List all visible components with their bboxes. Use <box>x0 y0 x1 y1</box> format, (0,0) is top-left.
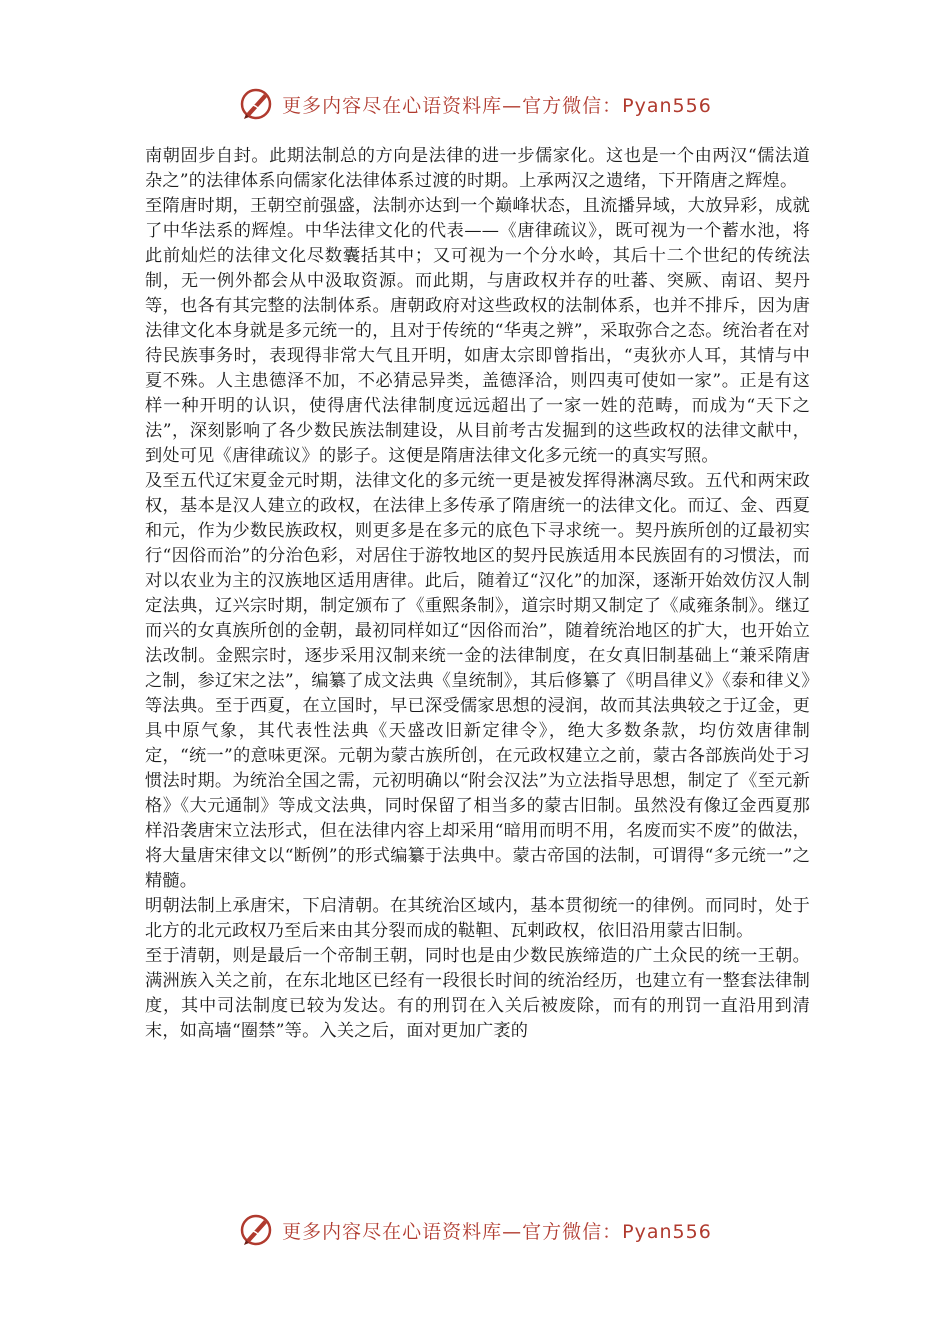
pen-logo-icon <box>238 86 274 122</box>
paragraph-1: 南朝固步自封。此期法制总的方向是法律的进一步儒家化。这也是一个由两汉“儒法道杂之”的法律体系向儒家化法律体系过渡的时期。上承两汉之遗绪，下开隋唐之辉煌。 <box>145 146 810 191</box>
footer-banner-text: 更多内容尽在心语资料库—官方微信：Pyan556 <box>282 1220 712 1243</box>
paragraph-4: 明朝法制上承唐宋，下启清朝。在其统治区域内，基本贯彻统一的律例。而同时，处于北方的北元政权乃至后来由其分裂而成的鞑靼、瓦剌政权，依旧沿用蒙古旧制。 <box>145 896 810 941</box>
pen-logo-icon <box>238 1212 274 1248</box>
document-body <box>145 144 810 1044</box>
paragraph-5: 至于清朝，则是最后一个帝制王朝，同时也是由少数民族缔造的广土众民的统一王朝。满洲族入关之前，在东北地区已经有一段很长时间的统治经历，也建立有一整套法律制度，其中司法制度已较为发达。有的刑罚在入关后被废除，而有的刑罚一直沿用到清末，如高墙“圈禁”等。入关之后，面对更加广袤的 <box>145 946 810 1041</box>
footer-banner <box>0 1208 950 1252</box>
header-banner-text: 更多内容尽在心语资料库—官方微信：Pyan556 <box>282 94 712 117</box>
paragraph-3: 及至五代辽宋夏金元时期，法律文化的多元统一更是被发挥得淋漓尽致。五代和两宋政权，基本是汉人建立的政权，在法律上多传承了隋唐统一的法律文化。而辽、金、西夏和元，作为少数民族政权，则更多是在多元的底色下寻求统一。契丹族所创的辽最初实行“因俗而治”的分治色彩，对居住于游牧地区的契丹民族适用本民族固有的习惯法，而对以农业为主的汉族地区适用唐律。此后，随着辽“汉化”的加深，逐渐开始效仿汉人制定法典，辽兴宗时期，制定颁布了《重熙条制》，道宗时期又制定了《咸雍条制》。继辽而兴的女真族所创的金朝，最初同样如辽“因俗而治”，随着统治地区的扩大，也开始立法改制。金熙宗时，逐步采用汉制来统一金的法律制度，在女真旧制基础上“兼采隋唐之制，参辽宋之法”，编纂了成文法典《皇统制》，其后修纂了《明昌律义》《泰和律义》等法典。至于西夏，在立国时，早已深受儒家思想的浸润，故而其法典较之于辽金，更具中原气象，其代表性法典《天盛改旧新定律令》，绝大多数条款，均仿效唐律制定，“统一”的意味更深。元朝为蒙古族所创，在元政权建立之前，蒙古各部族尚处于习惯法时期。为统治全国之需，元初明确以“附会汉法”为立法指导思想，制定了《至元新格》《大元通制》等成文法典，同时保留了相当多的蒙古旧制。虽然没有像辽金西夏那样沿袭唐宋立法形式，但在法律内容上却采用“暗用而明不用，名废而实不废”的做法，将大量唐宋律文以“断例”的形式编纂于法典中。蒙古帝国的法制，可谓得“多元统一”之精髓。 <box>145 471 810 891</box>
header-banner <box>0 82 950 126</box>
paragraph-2: 至隋唐时期，王朝空前强盛，法制亦达到一个巅峰状态，且流播异域，大放异彩，成就了中华法系的辉煌。中华法律文化的代表——《唐律疏议》，既可视为一个蓄水池，将此前灿烂的法律文化尽数囊括其中；又可视为一个分水岭，其后十二个世纪的传统法制，无一例外都会从中汲取资源。而此期，与唐政权并存的吐蕃、突厥、南诏、契丹等，也各有其完整的法制体系。唐朝政府对这些政权的法制体系，也并不排斥，因为唐法律文化本身就是多元统一的，且对于传统的“华夷之辨”，采取弥合之态。统治者在对待民族事务时，表现得非常大气且开明，如唐太宗即曾指出，“夷狄亦人耳，其情与中夏不殊。人主患德泽不加，不必猜忌异类，盖德泽洽，则四夷可使如一家”。正是有这样一种开明的认识，使得唐代法律制度远远超出了一家一姓的范畴，而成为“天下之法”，深刻影响了各少数民族法制建设，从目前考古发掘到的这些政权的法律文献中，到处可见《唐律疏议》的影子。这便是隋唐法律文化多元统一的真实写照。 <box>145 196 810 466</box>
